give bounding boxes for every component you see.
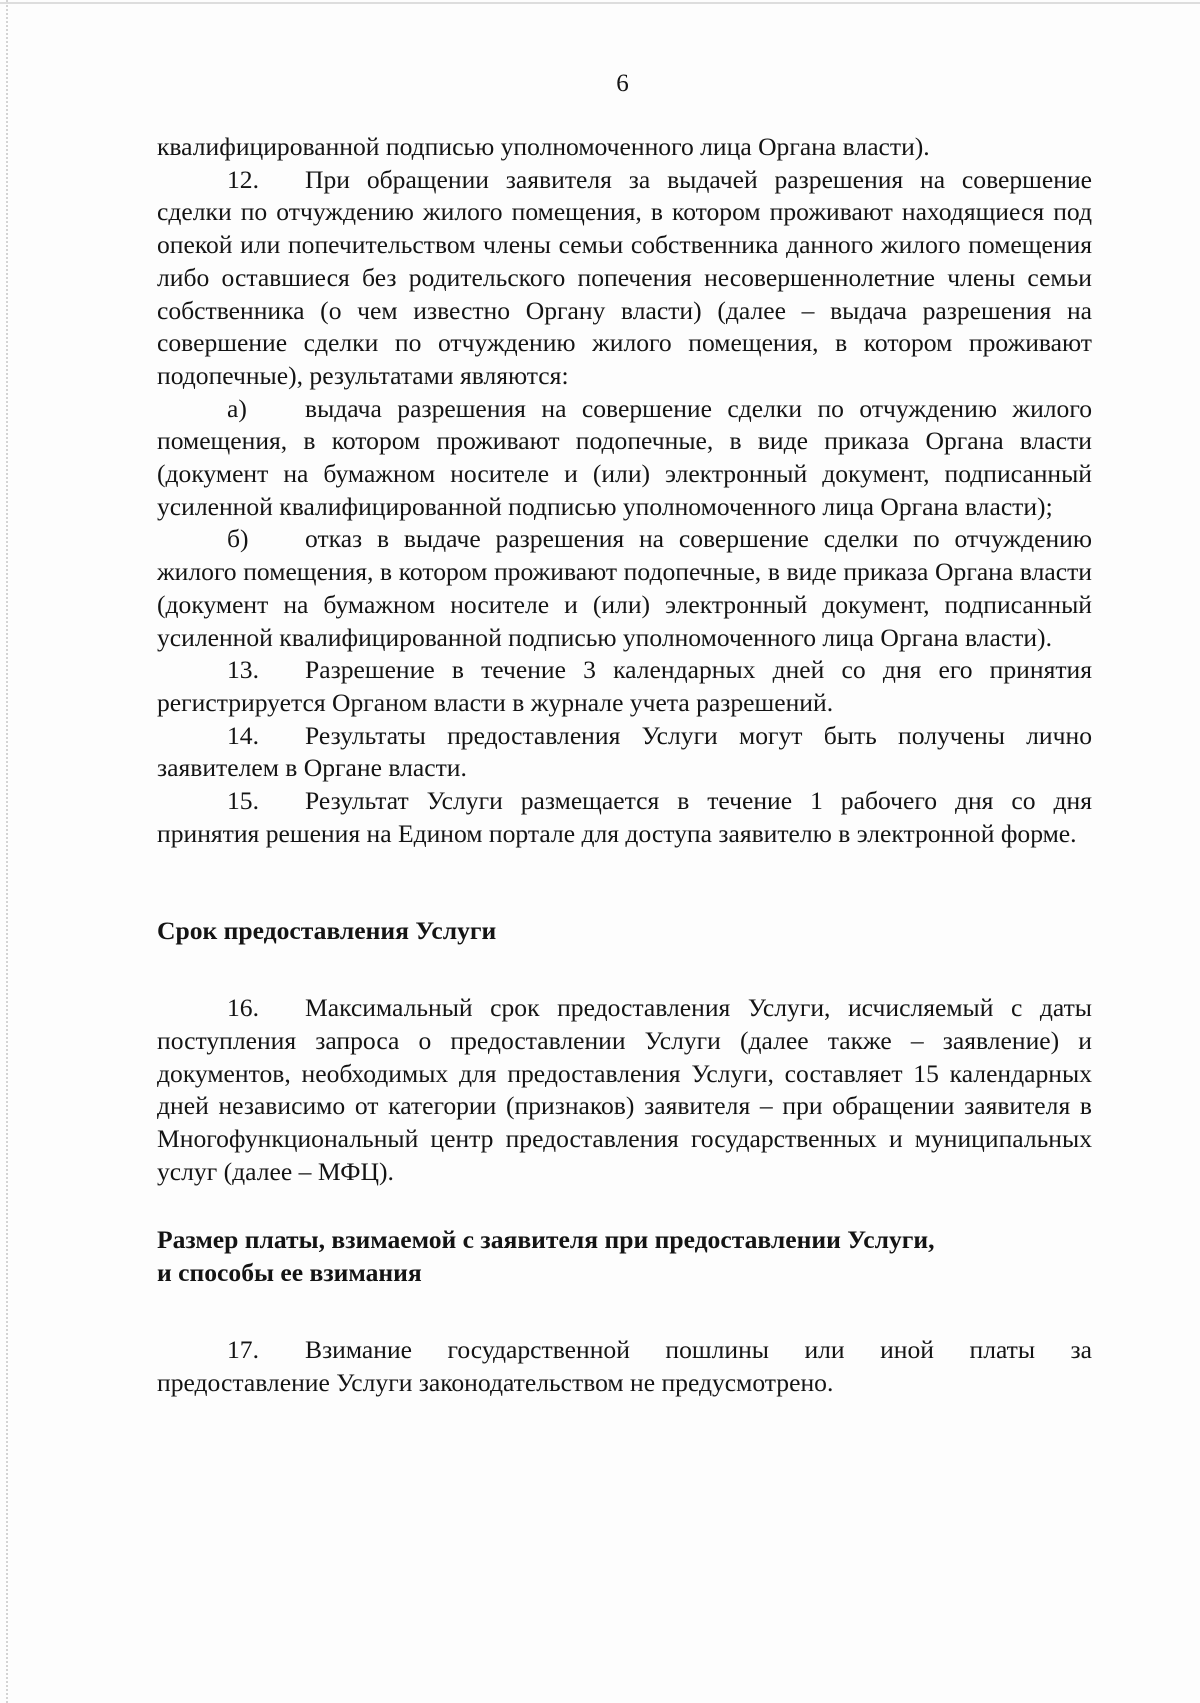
paragraph-13 [157, 654, 1092, 719]
paragraph-text: отказ в выдаче разрешения на совершение сделки по отчуждению жилого помещения, в котором проживают подопечные, в виде приказа Органа власти (документ на бумажном носителе и (или) электронный документ, подписанный усиленной квалифицированной подписью уполномоченного лица Органа власти). [157, 524, 1092, 652]
paragraph-12 [157, 164, 1092, 393]
document-body [157, 131, 1092, 1399]
paragraph-number: 13. [227, 655, 259, 685]
paragraph-16 [157, 992, 1092, 1188]
subitem-letter: б) [227, 524, 249, 554]
section-heading-term: Срок предоставления Услуги [157, 916, 497, 946]
paragraph-text: выдача разрешения на совершение сделки по отчуждению жилого помещения, в котором проживают подопечные, в виде приказа Органа власти (документ на бумажном носителе и (или) электронный документ, подписанный усиленной квалифицированной подписью уполномоченного лица Органа власти); [157, 393, 1092, 521]
page-number: 6 [616, 70, 629, 97]
paragraph-number: 12. [227, 164, 259, 194]
paragraph-number: 15. [227, 786, 259, 816]
paragraph-text: Разрешение в течение 3 календарных дней со дня его принятия регистрируется Органом власти в журнале учета разрешений. [157, 655, 1092, 717]
paragraph-15 [157, 785, 1092, 850]
scan-edge-top [0, 2, 1200, 5]
paragraph-14 [157, 720, 1092, 785]
scan-edge-left [6, 0, 10, 1703]
paragraph-text: Максимальный срок предоставления Услуги, исчисляемый с даты поступления запроса о предоставлении Услуги (далее также – заявление) и документов, необходимых для предоставления Услуги, составляет 15 календарных дней независимо от категории (признаков) заявителя – при обращении заявителя в Многофункциональный центр предоставления государственных и муниципальных услуг (далее – МФЦ). [157, 993, 1092, 1186]
paragraph-continuation: квалифицированной подписью уполномоченного лица Органа власти). [157, 132, 930, 161]
paragraph-17 [157, 1334, 1092, 1399]
subitem-letter: а) [227, 393, 247, 423]
paragraph-number: 14. [227, 720, 259, 750]
section-heading-fee-line1: Размер платы, взимаемой с заявителя при предоставлении Услуги, [157, 1225, 935, 1255]
paragraph-number: 16. [227, 993, 259, 1023]
paragraph-12-b [157, 523, 1092, 654]
section-heading-fee-line2: и способы ее взимания [157, 1258, 422, 1288]
paragraph-text: Результат Услуги размещается в течение 1 рабочего дня со дня принятия решения на Едином портале для доступа заявителю в электронной форме. [157, 786, 1092, 848]
paragraph-text: При обращении заявителя за выдачей разрешения на совершение сделки по отчуждению жилого помещения, в котором проживают находящиеся под опекой или попечительством члены семьи собственника данного жилого помещения либо оставшиеся без родительского попечения несовершеннолетние члены семьи собственника (о чем известно Органу власти) (далее – выдача разрешения на совершение сделки по отчуждению жилого помещения, в котором проживают подопечные), результатами являются: [157, 164, 1092, 390]
paragraph-12-a [157, 393, 1092, 524]
paragraph-text: Результаты предоставления Услуги могут быть получены лично заявителем в Органе власти. [157, 720, 1092, 783]
paragraph-text: Взимание государственной пошлины или иной платы за предоставление Услуги законодательством не предусмотрено. [157, 1334, 1092, 1397]
paragraph-number: 17. [227, 1334, 259, 1364]
